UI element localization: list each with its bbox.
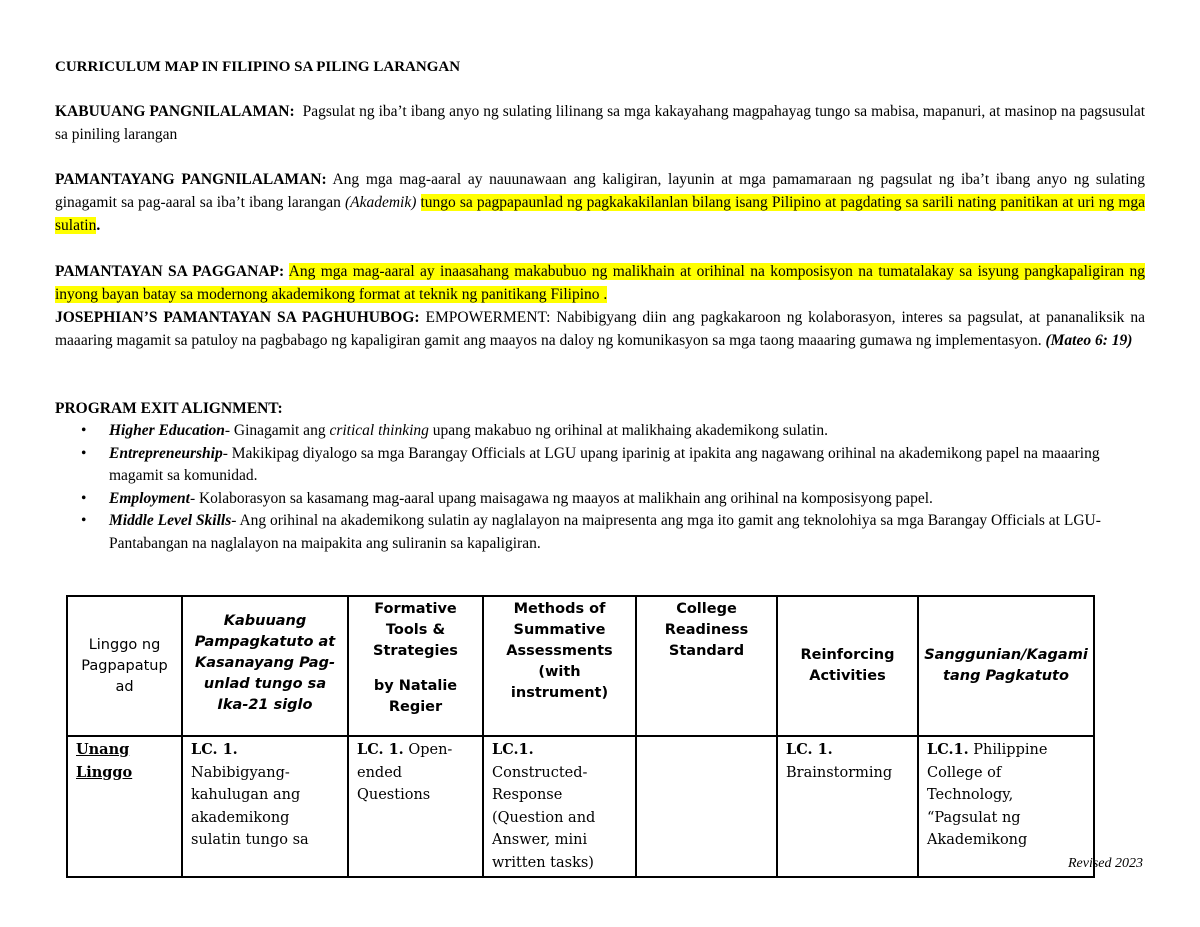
list-item: • Middle Level Skills- Ang orihinal na akademikong sulatin ay naglalayon na maipresenta ang mga ito gamit ang teknolohiya sa mga Barangay Officials at LGU-Pantabangan na naglalayon na maipakita ang suliranin sa kapaligiran.	[81, 512, 1101, 552]
paghuhubog-text: EMPOWERMENT: Nabibigyang diin ang pagkakaroon ng kolaborasyon, interes sa pagsulat, at pananaliksik na maaaring magamit sa patuloy na pagbabago ng kapaligiran gamit ang maayos na daloy ng komunikasyon sa mga taong maaaring gumawa ng implementasyon.	[55, 309, 1145, 349]
cell-sanggunian: LC.1. Philippine College of Technology, “Pagsulat ng Akademikong	[918, 736, 1094, 877]
table-header-row	[67, 596, 1094, 736]
curriculum-table	[66, 595, 1095, 878]
cell-kabuuang: LC. 1. Nabibigyang-kahulugan ang akademikong sulatin tungo sa	[182, 736, 348, 877]
program-exit-label: PROGRAM EXIT ALIGNMENT:	[55, 400, 283, 417]
pagganap-highlight: Ang mga mag-aaral ay inaasahang makabubuo ng malikhain at orihinal na komposisyon na tumatalakay sa isyung pangkapaligiran ng inyong bayan batay sa modernong akademikong format at teknik ng panitikang Filipino .	[55, 263, 1145, 303]
revised-footer: Revised 2023	[1067, 856, 1143, 871]
cell-reinforcing: LC. 1. Brainstorming	[777, 736, 918, 877]
bullet-icon: •	[81, 489, 87, 507]
bullet-icon: •	[81, 444, 87, 462]
pamantayang-label: PAMANTAYANG PANGNILALAMAN:	[55, 171, 327, 188]
document-body	[55, 56, 1145, 555]
pamantayang-italic: (Akademik)	[344, 194, 417, 211]
table-row	[67, 736, 1094, 877]
program-exit-list	[55, 420, 1145, 555]
cell-formative: LC. 1. Open-ended Questions	[348, 736, 483, 877]
pamantayang-end: .	[96, 217, 101, 234]
kabuuang-label: KABUUANG PANGNILALAMAN:	[55, 103, 295, 120]
cell-college	[636, 736, 777, 877]
header-kabuuang: Kabuuang Pampagkatuto at Kasanayang Pag-unlad tungo sa Ika-21 siglo	[182, 596, 348, 736]
header-reinforcing: Reinforcing Activities	[777, 596, 918, 736]
list-item: • Entrepreneurship- Makikipag diyalogo sa mga Barangay Officials at LGU upang iparinig at ipakita ang nagawang orihinal na akademikong papel na maaaring magamit sa komunidad.	[81, 444, 1100, 484]
header-formative	[348, 596, 483, 736]
pamantayang-highlight: tungo sa pagpapaunlad ng pagkakakilanlan bilang isang Pilipino at pagdating sa sarili nating panitikan at uri ng mga sulatin	[55, 194, 1146, 234]
header-sanggunian: Sanggunian/Kagami tang Pagkatuto	[918, 596, 1094, 736]
cell-methods: LC.1. Constructed-Response (Question and Answer, mini written tasks)	[483, 736, 636, 877]
pamantayang-text: Ang mga mag-aaral ay nauunawaan ang kaligiran, layunin at mga pamamaraan ng pagsulat ng iba’t ibang anyo ng sulating ginagamit sa pag-aaral sa iba’t ibang larangan	[55, 171, 1146, 211]
pamantayang-pangnilalaman	[55, 168, 1145, 237]
pamantayan-sa-pagganap	[55, 260, 1145, 306]
header-formative-author: by Natalie Regier	[373, 678, 458, 715]
cell-linggo: Unang Linggo	[67, 736, 182, 877]
header-linggo: Linggo ng Pagpapatup ad	[67, 596, 182, 736]
header-formative-title: Formative Tools & Strategies	[373, 601, 458, 659]
kabuuang-text: Pagsulat ng iba’t ibang anyo ng sulating lilinang sa mga kakayahang magpahayag tungo sa mabisa, mapanuri, at masinop na pagsusulat sa piniling larangan	[55, 103, 1146, 143]
paghuhubog-label: JOSEPHIAN’S PAMANTAYAN SA PAGHUHUBOG:	[55, 309, 420, 326]
kabuuang-pangnilalaman	[55, 100, 1145, 146]
bullet-icon: •	[81, 422, 87, 439]
list-item: • Higher Education- Ginagamit ang critical thinking upang makabuo ng orihinal at malikhaing akademikong sulatin.	[109, 420, 1145, 443]
paghuhubog-ref: (Mateo 6: 19)	[1045, 332, 1133, 349]
list-item: • Employment- Kolaborasyon sa kasamang mag-aaral upang maisagawa ng maayos at malikhain ang orihinal na komposisyong papel.	[109, 488, 1145, 511]
page-title: CURRICULUM MAP IN FILIPINO SA PILING LARANGAN	[55, 59, 461, 75]
header-methods: Methods of Summative Assessments (with instrument)	[483, 596, 636, 736]
pagganap-label: PAMANTAYAN SA PAGGANAP:	[55, 263, 285, 280]
bullet-icon: •	[81, 512, 87, 529]
pamantayan-sa-paghuhubog	[55, 306, 1145, 352]
header-college: College Readiness Standard	[636, 596, 777, 736]
